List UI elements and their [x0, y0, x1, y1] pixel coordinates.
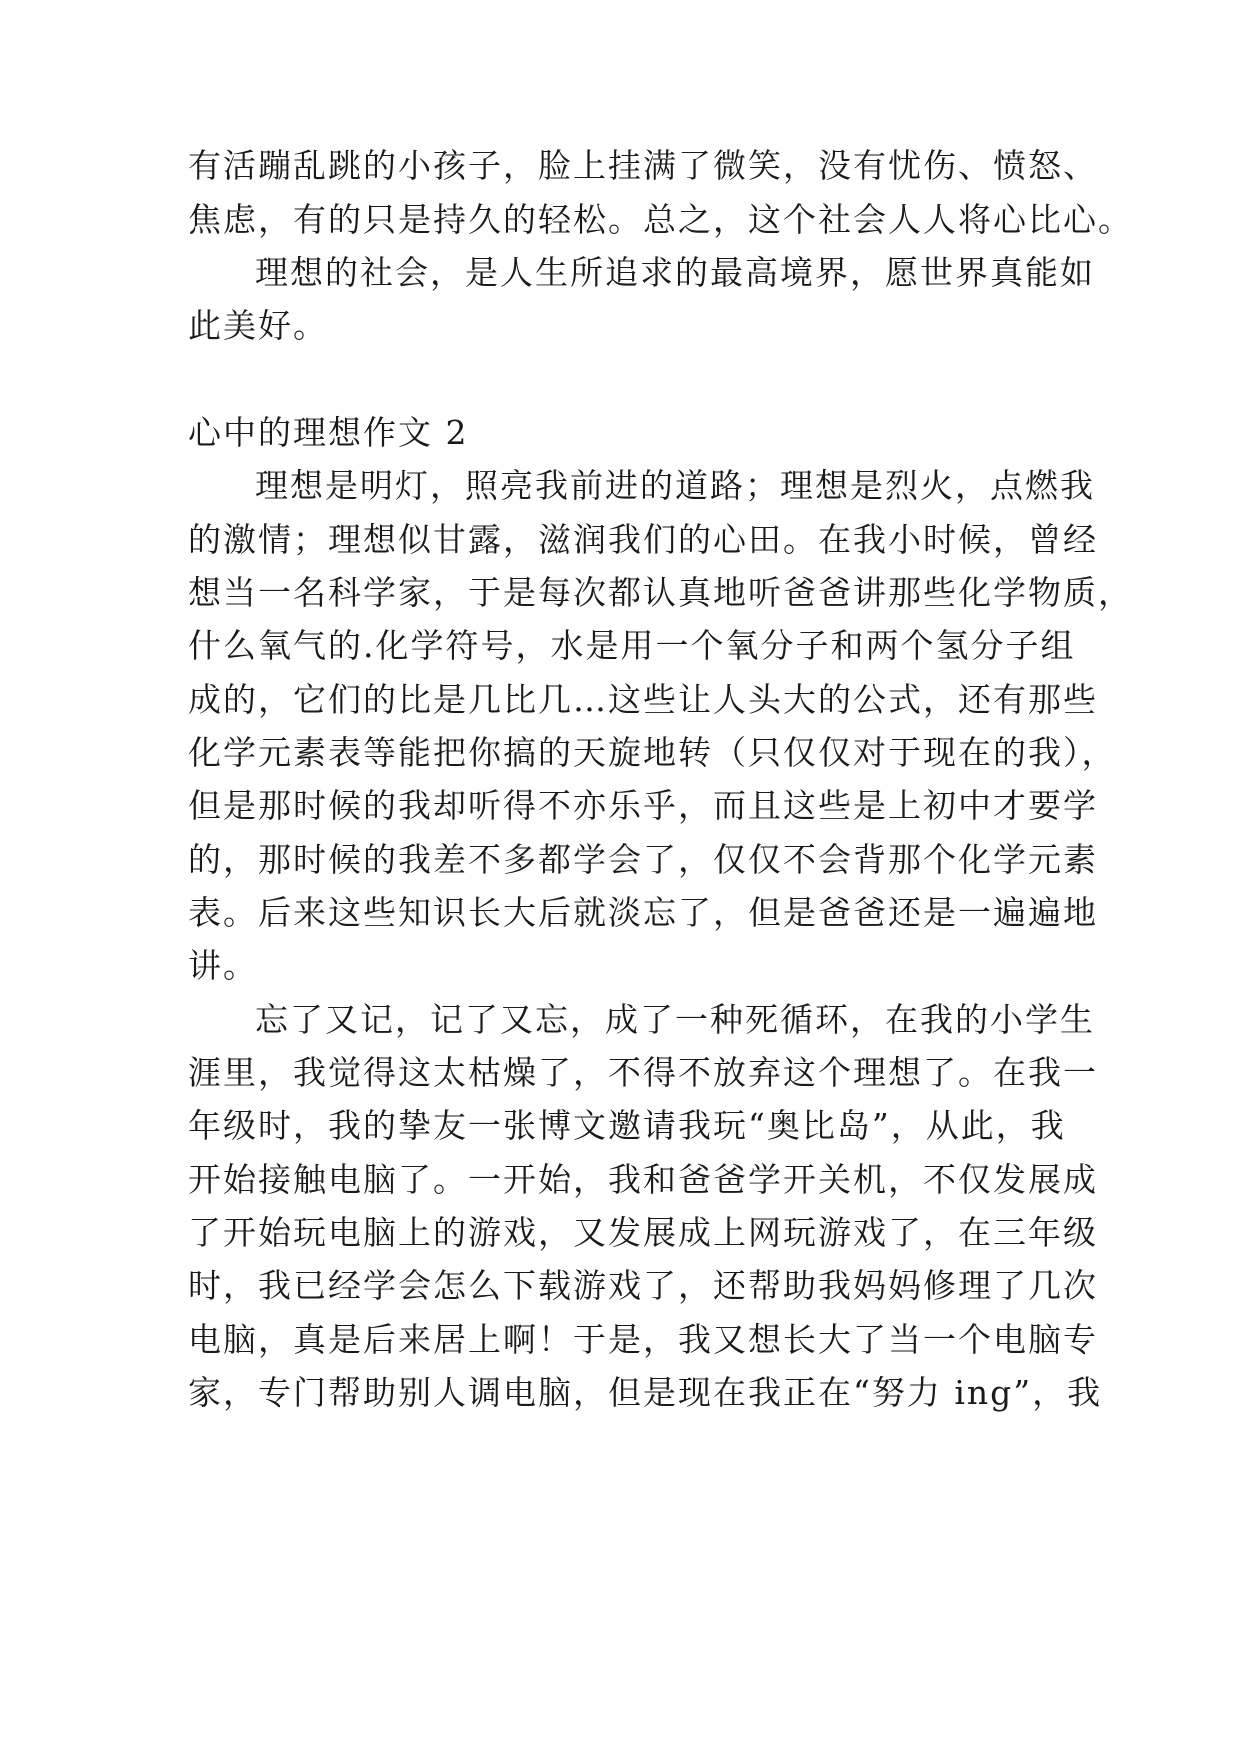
paragraph-line: 焦虑，有的只是持久的轻松。总之，这个社会人人将心比心。: [188, 200, 1133, 239]
paragraph-line: 年级时，我的挚友一张博文邀请我玩“奥比岛”，从此，我: [188, 1106, 1066, 1145]
paragraph-line: 此美好。: [188, 306, 328, 345]
paragraph-line: 讲。: [188, 946, 258, 985]
paragraph-line: 成的，它们的比是几比几…这些让人头大的公式，还有那些: [188, 680, 1098, 719]
paragraph-line: 了开始玩电脑上的游戏，又发展成上网玩游戏了，在三年级: [188, 1213, 1098, 1252]
paragraph-line: 开始接触电脑了。一开始，我和爸爸学开关机，不仅发展成: [188, 1160, 1098, 1199]
paragraph-line: 什么氧气的.化学符号，水是用一个氧分子和两个氢分子组: [188, 626, 1076, 665]
paragraph-line: 的激情；理想似甘露，滋润我们的心田。在我小时候，曾经: [188, 520, 1098, 559]
paragraph-line: 有活蹦乱跳的小孩子，脸上挂满了微笑，没有忧伤、愤怒、: [188, 146, 1098, 185]
paragraph-line: 电脑，真是后来居上啊！于是，我又想长大了当一个电脑专: [188, 1320, 1098, 1359]
paragraph-line: 想当一名科学家，于是每次都认真地听爸爸讲那些化学物质，: [188, 573, 1133, 612]
paragraph-line: 但是那时候的我却听得不亦乐乎，而且这些是上初中才要学: [188, 786, 1098, 825]
paragraph-line: 时，我已经学会怎么下载游戏了，还帮助我妈妈修理了几次: [188, 1266, 1098, 1305]
paragraph-line: 表。后来这些知识长大后就淡忘了，但是爸爸还是一遍遍地: [188, 893, 1098, 932]
paragraph-line: 涯里，我觉得这太枯燥了，不得不放弃这个理想了。在我一: [188, 1053, 1098, 1092]
paragraph-line: 的，那时候的我差不多都学会了，仅仅不会背那个化学元素: [188, 840, 1098, 879]
section-heading: 心中的理想作文 2: [188, 413, 469, 452]
paragraph-line: 理想的社会，是人生所追求的最高境界，愿世界真能如: [255, 253, 1095, 292]
paragraph-line: 忘了又记，记了又忘，成了一种死循环，在我的小学生: [255, 1000, 1095, 1039]
paragraph-line: 家，专门帮助别人调电脑，但是现在我正在“努力 ing”，我: [188, 1373, 1103, 1412]
paragraph-line: 化学元素表等能把你搞的天旋地转（只仅仅对于现在的我），: [188, 733, 1117, 772]
paragraph-line: 理想是明灯，照亮我前进的道路；理想是烈火，点燃我: [255, 466, 1095, 505]
